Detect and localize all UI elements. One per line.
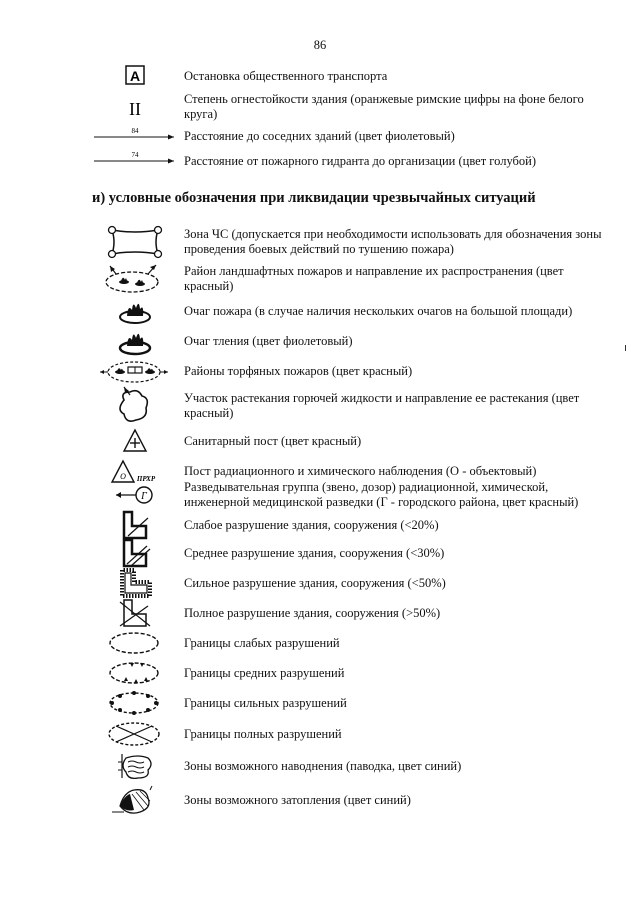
post-letter: О: [120, 472, 126, 481]
full-destruction-icon: [90, 598, 180, 628]
legend-row: [90, 782, 610, 818]
full-boundary-icon: [90, 718, 180, 750]
legend-text: Степень огнестойкости здания (оранжевые римские цифры на фоне белого круга): [184, 92, 584, 121]
legend-text: Полное разрушение здания, сооружения (>50%): [184, 605, 441, 620]
peat-fire-icon: [90, 356, 180, 386]
legend-text: Сильное разрушение здания, сооружения (<50%): [184, 575, 446, 590]
fuel-spill-icon: [90, 386, 180, 426]
legend-row: [90, 750, 610, 782]
legend-text: Границы сильных разрушений: [184, 695, 347, 710]
legend-text: Разведывательная группа (звено, дозор) радиационной, химической, инженерной медицинской разведки (Г - городского района, цвет красный): [184, 480, 579, 509]
recon-group-icon: [90, 478, 180, 512]
legend-row: [90, 148, 610, 174]
legend-row: [90, 510, 610, 540]
legend-row: [90, 296, 610, 326]
legend-text: Районы торфяных пожаров (цвет красный): [184, 363, 413, 378]
legend-row: [90, 658, 610, 688]
smoldering-source-icon: [90, 326, 180, 356]
legend-row: [90, 538, 610, 568]
roman-numeral-text: II: [129, 99, 141, 119]
legend-row: [90, 326, 610, 356]
legend-text: Зоны возможного наводнения (паводка, цвет синий): [184, 758, 462, 773]
landscape-fire-icon: [90, 262, 180, 296]
legend-text: Границы полных разрушений: [184, 726, 342, 741]
distance-value: 74: [131, 151, 139, 159]
bus-stop-letter: A: [129, 68, 141, 84]
distance-arrow-blue-icon: [90, 148, 180, 174]
legend-row: [90, 478, 610, 512]
bus-stop-icon: [90, 64, 180, 88]
legend-text: Пост радиационного и химического наблюдения (О - объектовый): [184, 463, 537, 478]
legend-text: Расстояние от пожарного гидранта до организации (цвет голубой): [184, 153, 536, 168]
distance-arrow-violet-icon: [90, 124, 180, 148]
post-label: ПРХР: [136, 475, 156, 483]
legend-row: [90, 222, 610, 262]
distance-value: 84: [131, 127, 139, 135]
legend-row: [90, 90, 610, 124]
inundation-zone-icon: [90, 782, 180, 818]
legend-text: Границы слабых разрушений: [184, 635, 340, 650]
flood-zone-icon: [90, 750, 180, 782]
roman-numeral-icon: [90, 90, 180, 124]
fire-source-icon: [90, 296, 180, 326]
legend-row: [90, 598, 610, 628]
legend-row: [90, 628, 610, 658]
sanitary-post-icon: [90, 426, 180, 456]
legend-text: Очаг пожара (в случае наличия нескольких очагов на большой площади): [184, 303, 573, 318]
strong-boundary-icon: [90, 688, 180, 718]
legend-text: Границы средних разрушений: [184, 665, 345, 680]
legend-text: Участок растекания горючей жидкости и направление ее растекания (цвет красный): [184, 391, 580, 420]
weak-destruction-icon: [90, 510, 180, 540]
legend-row: [90, 568, 610, 598]
legend-row: [90, 64, 610, 88]
legend-row: [90, 356, 610, 386]
legend-text: Зоны возможного затопления (цвет синий): [184, 792, 411, 807]
strong-destruction-icon: [90, 568, 180, 598]
section-title: и) условные обозначения при ликвидации чрезвычайных ситуаций: [92, 190, 536, 206]
margin-mark: [625, 345, 626, 351]
legend-text: Расстояние до соседних зданий (цвет фиолетовый): [184, 128, 455, 143]
legend-row: [90, 124, 610, 148]
legend-row: [90, 386, 610, 426]
legend-text: Очаг тления (цвет фиолетовый): [184, 333, 353, 348]
legend-text: Среднее разрушение здания, сооружения (<30%): [184, 545, 445, 560]
legend-row: [90, 262, 610, 296]
medium-boundary-icon: [90, 658, 180, 688]
legend-row: [90, 688, 610, 718]
legend-text: Остановка общественного транспорта: [184, 68, 388, 83]
legend-text: Санитарный пост (цвет красный): [184, 433, 362, 448]
recon-letter: Г: [141, 491, 147, 502]
legend-text: Район ландшафтных пожаров и направление их распространения (цвет красный): [184, 264, 564, 293]
legend-text: Слабое разрушение здания, сооружения (<20%): [184, 517, 439, 532]
page-number: 86: [313, 38, 327, 52]
legend-row: [90, 718, 610, 750]
legend-text: Зона ЧС (допускается при необходимости использовать для обозначения зоны проведения боевых действий по тушению пожара): [184, 227, 602, 256]
weak-boundary-icon: [90, 628, 180, 658]
legend-row: [90, 426, 610, 456]
emergency-zone-icon: [90, 222, 180, 262]
medium-destruction-icon: [90, 538, 180, 568]
